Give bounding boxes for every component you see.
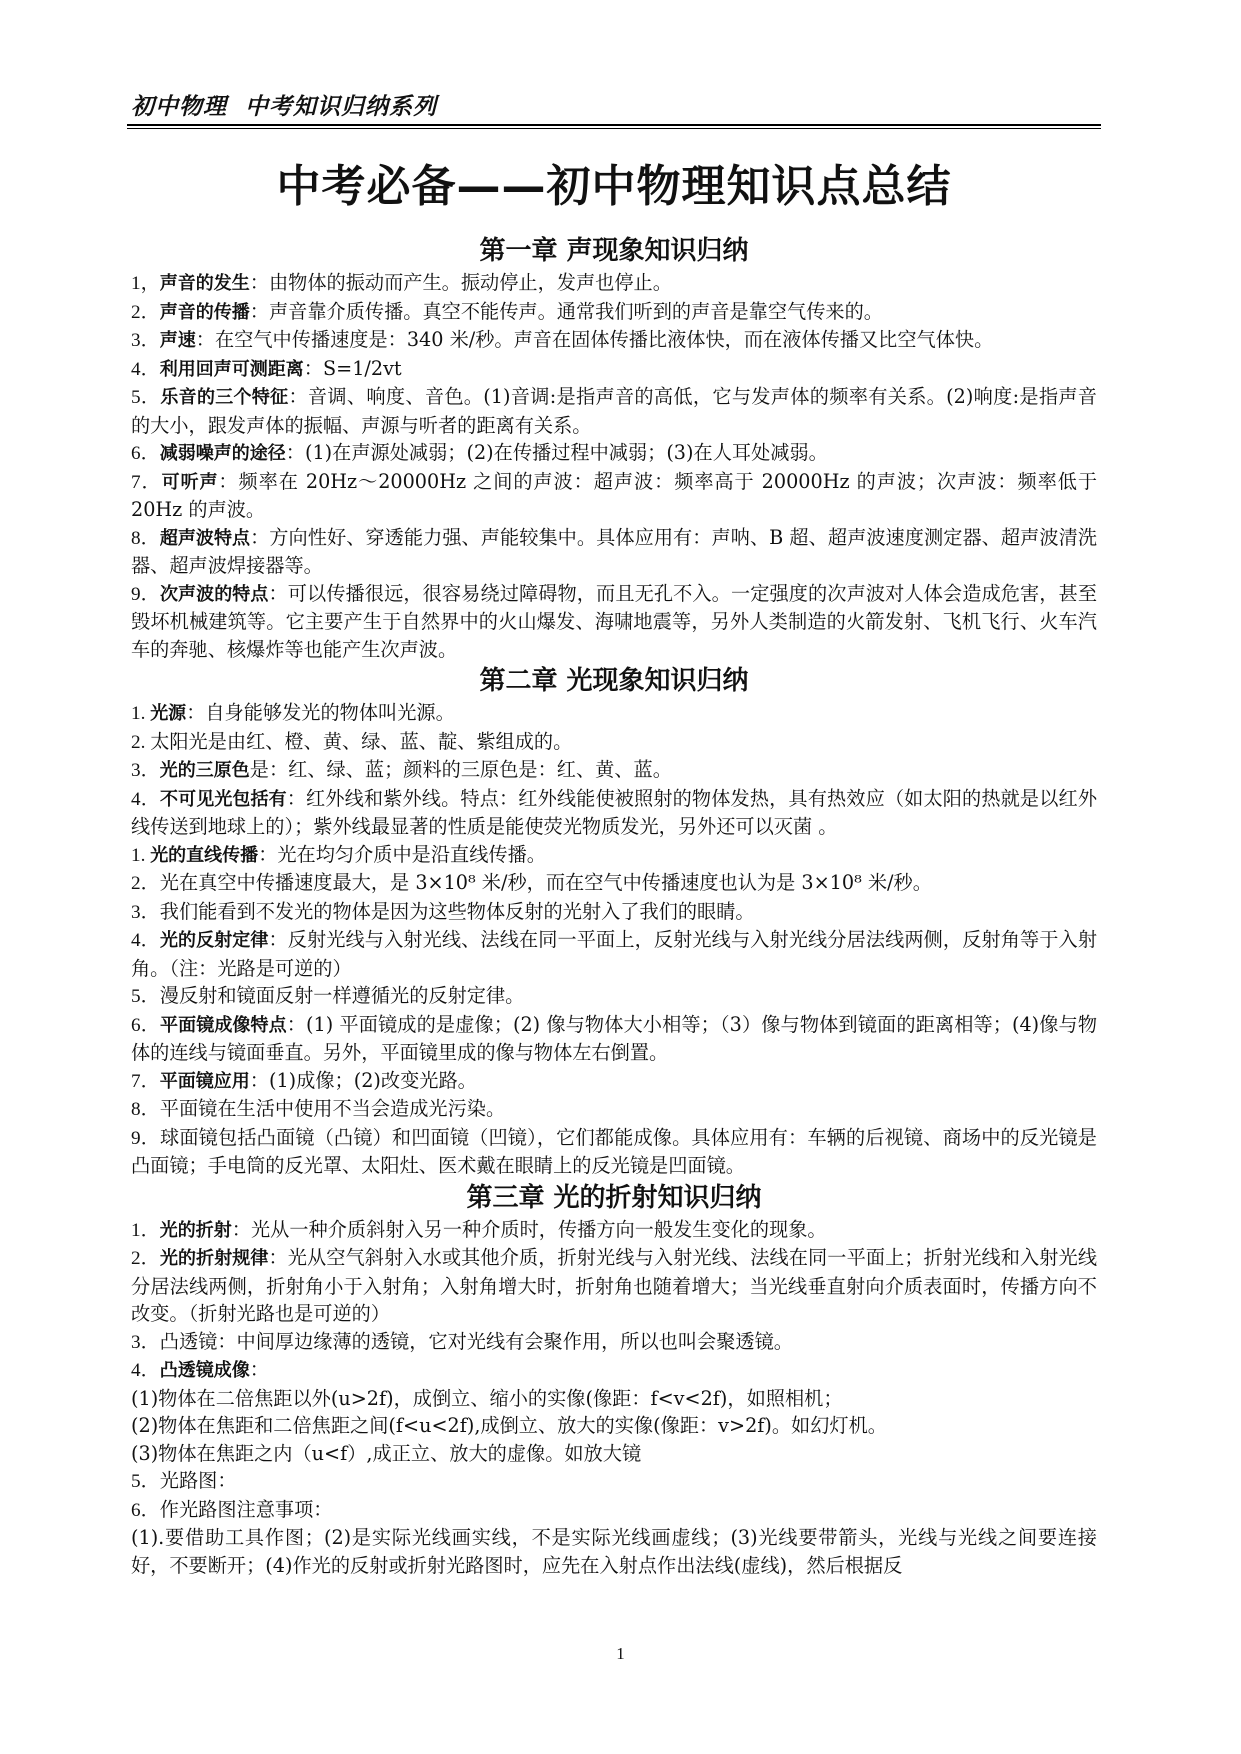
item-number: 1， [131, 273, 160, 294]
item-text: 光路图： [159, 1469, 237, 1492]
item-term: 光源 [150, 703, 187, 724]
item-text: 凸透镜：中间厚边缘薄的透镜，它对光线有会聚作用，所以也叫会聚透镜。 [159, 1329, 793, 1353]
item-term: 平面镜应用 [159, 1070, 250, 1092]
list-item [131, 982, 1097, 1011]
item-term: 声音的发生 [159, 273, 250, 294]
item-number: 3． [131, 1331, 160, 1353]
list-item [131, 785, 1097, 841]
item-number: 2． [131, 1248, 160, 1269]
item-text: (2)物体在焦距和二倍焦距之间(f<u<2f),成倒立、放大的实像(像距：v>2f)。如幻灯机。 [131, 1414, 887, 1437]
item-text: 我们能看到不发光的物体是因为这些物体反射的光射入了我们的眼睛。 [159, 899, 755, 923]
item-term: 光的折射规律 [159, 1248, 269, 1269]
item-term: 声音的传播 [159, 301, 250, 323]
item-number: 3． [131, 901, 160, 923]
item-number: 8． [131, 527, 160, 549]
item-text: ：频率在 20Hz～20000Hz 之间的声波：超声波：频率高于 20000Hz 的声波；次声波：频率低于 20Hz 的声波。 [131, 469, 1098, 521]
list-item [131, 1496, 1097, 1525]
list-item [131, 1467, 1097, 1496]
item-number: 3． [131, 760, 160, 781]
list-item [131, 298, 1097, 327]
item-text: ：S=1/2vt [303, 356, 402, 380]
item-number: 6． [131, 443, 160, 464]
item-term: 光的直线传播 [150, 844, 259, 866]
item-term: 乐音的三个特征 [160, 387, 289, 408]
list-item [131, 439, 1097, 468]
item-text: ：(1)成像；(2)改变光路。 [249, 1068, 477, 1092]
document-body [131, 233, 1097, 1579]
item-term: 光的三原色 [159, 760, 250, 781]
list-item [131, 699, 1097, 728]
document-title: 中考必备——初中物理知识点总结 [276, 161, 952, 212]
list-item [131, 728, 1097, 757]
running-header: 初中物理 中考知识归纳系列 [131, 94, 438, 120]
item-term: 可听声 [161, 471, 219, 493]
list-item [131, 1385, 1097, 1413]
item-text: (1).要借助工具作图；(2)是实际光线画实线，不是实际光线画虚线；(3)光线要带箭头，光线与光线之间要连接好，不要断开；(4)作光的反射或折射光路图时，应先在入射点作出法线(虚线)，然后根据反 [131, 1526, 1097, 1577]
item-text: 是：红、绿、蓝；颜料的三原色是：红、黄、蓝。 [249, 758, 672, 781]
item-number: 4． [131, 788, 160, 810]
item-text: ：自身能够发光的物体叫光源。 [186, 701, 455, 724]
list-item [131, 269, 1097, 298]
item-text: ： [249, 1358, 269, 1381]
list-item [131, 383, 1097, 439]
item-number: 3． [131, 330, 160, 351]
item-number: 6． [131, 1499, 160, 1521]
page-number: 1 [616, 1644, 625, 1663]
list-item [131, 841, 1097, 870]
item-term: 凸透镜成像 [159, 1360, 250, 1381]
item-text: ：光从一种介质斜射入另一种介质时，传播方向一般发生变化的现象。 [231, 1217, 827, 1241]
item-text: ：红外线和紫外线。特点：红外线能使被照射的物体发热，具有热效应（如太阳的热就是以红外线传送到地球上的）；紫外线最显著的性质是能使荧光物质发光，另外还可以灭菌 。 [131, 786, 1098, 838]
item-text: ：由物体的振动而产生。振动停止，发声也停止。 [249, 271, 672, 294]
item-number: 6． [131, 1014, 160, 1036]
item-number: 2. [131, 731, 151, 753]
item-text: (3)物体在焦距之内（u<f）,成正立、放大的虚像。如放大镜 [131, 1441, 642, 1465]
item-term: 光的反射定律 [159, 930, 269, 951]
item-number: 5． [131, 387, 161, 408]
item-text: 作光路图注意事项： [159, 1497, 333, 1521]
list-item [131, 524, 1097, 580]
item-number: 7． [131, 471, 162, 493]
item-number: 1． [131, 1219, 160, 1241]
item-text: (1)物体在二倍焦距以外(u>2f)，成倒立、缩小的实像(像距：f<v<2f)，如照相机； [131, 1386, 843, 1410]
item-text: ：光从空气斜射入水或其他介质，折射光线与入射光线、法线在同一平面上；折射光线和入射光线分居法线两侧，折射角小于入射角；入射角增大时，折射角也随着增大；当光线垂直射向介质表面时，传播方向不改变。（折射光路也是可逆的） [131, 1246, 1098, 1325]
item-text: ：可以传播很远，很容易绕过障碍物，而且无孔不入。一定强度的次声波对人体会造成危害，甚至毁坏机械建筑等。它主要产生于自然界中的火山爆发、海啸地震等，另外人类制造的火箭发射、飞机飞行、火车汽车的奔驰、核爆炸等也能产生次声波。 [131, 581, 1098, 661]
item-number: 7． [131, 1070, 160, 1092]
list-item [131, 1011, 1097, 1067]
item-term: 减弱噪声的途径 [159, 443, 286, 464]
item-number: 9． [131, 583, 160, 605]
list-item [131, 1244, 1097, 1328]
item-text: 太阳光是由红、橙、黄、绿、蓝、靛、紫组成的。 [150, 729, 573, 753]
item-term: 超声波特点 [159, 527, 251, 549]
item-term: 次声波的特点 [159, 583, 269, 605]
list-item [131, 1524, 1097, 1579]
item-number: 4． [131, 1360, 160, 1381]
list-item [131, 355, 1097, 384]
list-item [131, 468, 1097, 524]
item-number: 9． [131, 1127, 161, 1149]
item-number: 2． [131, 873, 160, 894]
item-term: 平面镜成像特点 [160, 1014, 287, 1036]
item-text: ：(1)在声源处减弱；(2)在传播过程中减弱；(3)在人耳处减弱。 [285, 441, 828, 464]
item-text: ：反射光线与入射光线、法线在同一平面上，反射光线与入射光线分居法线两侧，反射角等于入射角。（注：光路是可逆的） [131, 928, 1098, 980]
list-item [131, 1356, 1097, 1385]
item-text: 漫反射和镜面反射一样遵循光的反射定律。 [159, 984, 525, 1007]
list-item [131, 580, 1097, 664]
item-text: ：(1) 平面镜成的是虚像；(2) 像与物体大小相等；（3）像与物体到镜面的距离相等；(4)像与物体的连线与镜面垂直。另外，平面镜里成的像与物体左右倒置。 [131, 1012, 1098, 1064]
list-item [131, 1124, 1097, 1180]
item-text: ：音调、响度、音色。(1)音调:是指声音的高低，它与发声体的频率有关系。(2)响度:是指声音的大小，跟发声体的振幅、声源与听者的距离有关系。 [131, 385, 1097, 437]
item-term: 光的折射 [159, 1219, 232, 1241]
item-number: 5． [131, 1471, 160, 1492]
item-number: 8． [131, 1099, 160, 1120]
chapter-title: 第二章 光现象知识归纳 [479, 666, 749, 696]
item-number: 1. [131, 844, 151, 866]
item-term: 声速 [159, 330, 196, 351]
chapter-title: 第三章 光的折射知识归纳 [466, 1182, 762, 1213]
item-number: 2． [131, 301, 160, 323]
list-item [131, 756, 1097, 785]
chapter-title: 第一章 声现象知识归纳 [479, 236, 749, 266]
item-text: 平面镜在生活中使用不当会造成光污染。 [159, 1097, 506, 1120]
item-number: 4． [131, 358, 160, 380]
item-term: 不可见光包括有 [160, 788, 287, 810]
item-text: ：在空气中传播速度是：340 米/秒。声音在固体传播比液体快，而在液体传播又比空气体快。 [195, 328, 994, 351]
item-number: 5． [131, 986, 160, 1007]
list-item [131, 1216, 1097, 1245]
item-text: ：声音靠介质传播。真空不能传声。通常我们听到的声音是靠空气传来的。 [249, 299, 883, 323]
item-text: 光在真空中传播速度最大，是 3×10⁸ 米/秒，而在空气中传播速度也认为是 3×10⁸ 米/秒。 [159, 871, 932, 894]
item-number: 4． [131, 930, 160, 951]
item-number: 1. [131, 703, 151, 724]
list-item [131, 1067, 1097, 1096]
list-item [131, 869, 1097, 898]
item-term: 利用回声可测距离 [159, 358, 304, 380]
list-item [131, 1328, 1097, 1357]
list-item [131, 898, 1097, 927]
list-item [131, 326, 1097, 355]
list-item [131, 1412, 1097, 1440]
header-rule [127, 124, 1101, 126]
header-rule-thin [127, 128, 1101, 129]
list-item [131, 1095, 1097, 1124]
item-text: 球面镜包括凸面镜（凸镜）和凹面镜（凹镜），它们都能成像。具体应用有：车辆的后视镜、商场中的反光镜是凸面镜；手电筒的反光罩、太阳灶、医术戴在眼睛上的反光镜是凹面镜。 [131, 1125, 1097, 1177]
item-text: ：光在均匀介质中是沿直线传播。 [258, 842, 546, 866]
list-item [131, 1440, 1097, 1468]
list-item [131, 926, 1097, 982]
item-text: ：方向性好、穿透能力强、声能较集中。具体应用有：声呐、B 超、超声波速度测定器、超声波清洗器、超声波焊接器等。 [131, 525, 1098, 577]
